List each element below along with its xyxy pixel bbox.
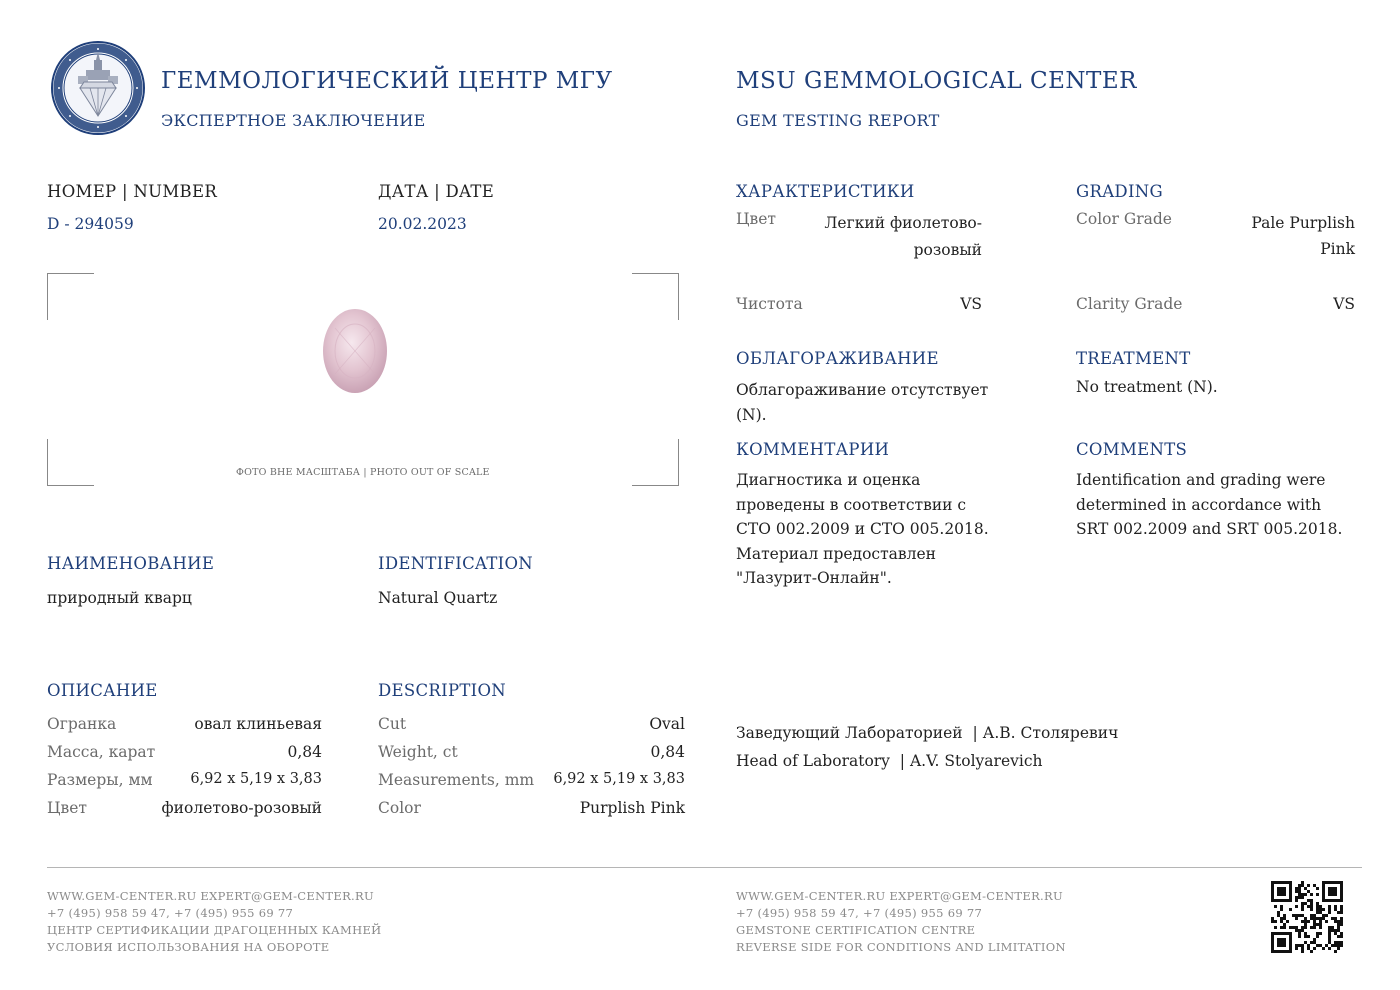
en-description-row bbox=[378, 771, 685, 789]
ru-signature: Заведующий Лабораторией | А.В. Столяревич bbox=[736, 724, 1119, 742]
row-label: Cut bbox=[378, 715, 407, 733]
row-label: Масса, карат bbox=[47, 743, 156, 761]
row-label: Measurements, mm bbox=[378, 771, 535, 789]
ru-comments-text bbox=[736, 468, 989, 591]
row-value: 0,84 bbox=[650, 743, 685, 761]
gemstone-photo bbox=[322, 308, 388, 394]
row-label: Weight, ct bbox=[378, 743, 458, 761]
ru-identification-value: природный кварц bbox=[47, 589, 192, 607]
ru-color-value bbox=[790, 210, 982, 264]
footer-divider bbox=[47, 867, 1362, 868]
en-comments-text bbox=[1076, 468, 1342, 542]
row-label: Color bbox=[378, 799, 421, 817]
row-label: Размеры, мм bbox=[47, 771, 153, 789]
row-value: 6,92 x 5,19 x 3,83 bbox=[553, 771, 685, 787]
en-identification-heading: IDENTIFICATION bbox=[378, 554, 534, 573]
en-subtitle: GEM TESTING REPORT bbox=[736, 111, 940, 130]
en-treatment-text: No treatment (N). bbox=[1076, 378, 1218, 396]
ru-subtitle: ЭКСПЕРТНОЕ ЗАКЛЮЧЕНИЕ bbox=[161, 111, 426, 130]
ru-clarity-label: Чистота bbox=[736, 295, 803, 313]
date-label: ДАТА | DATE bbox=[378, 182, 495, 201]
footer-line: ЦЕНТР СЕРТИФИКАЦИИ ДРАГОЦЕННЫХ КАМНЕЙ bbox=[47, 923, 382, 937]
ru-comments-heading: КОММЕНТАРИИ bbox=[736, 440, 890, 459]
en-color-label: Color Grade bbox=[1076, 210, 1172, 228]
ru-description-row bbox=[47, 799, 322, 817]
en-description-row bbox=[378, 715, 685, 733]
footer-right bbox=[736, 888, 1066, 956]
row-value: Purplish Pink bbox=[579, 799, 685, 817]
en-identification-value: Natural Quartz bbox=[378, 589, 498, 607]
text-line: Материал предоставлен bbox=[736, 544, 937, 563]
footer-line: GEMSTONE CERTIFICATION CENTRE bbox=[736, 923, 976, 937]
msu-seal-icon bbox=[50, 40, 146, 136]
footer-line: УСЛОВИЯ ИСПОЛЬЗОВАНИЯ НА ОБОРОТЕ bbox=[47, 940, 330, 954]
value-line: Pale Purplish bbox=[1251, 214, 1355, 232]
row-value: 0,84 bbox=[287, 743, 322, 761]
ru-treatment-heading: ОБЛАГОРАЖИВАНИЕ bbox=[736, 349, 939, 368]
row-value: фиолетово-розовый bbox=[161, 799, 322, 817]
ru-description-row bbox=[47, 743, 322, 761]
footer-line: REVERSE SIDE FOR CONDITIONS AND LIMITATION bbox=[736, 940, 1066, 954]
text-line: Облагораживание отсутствует bbox=[736, 381, 989, 399]
number-value: D - 294059 bbox=[47, 215, 134, 233]
en-clarity-label: Clarity Grade bbox=[1076, 295, 1183, 313]
en-description-heading: DESCRIPTION bbox=[378, 681, 507, 700]
en-title: MSU GEMMOLOGICAL CENTER bbox=[736, 68, 1137, 94]
ru-clarity-value: VS bbox=[960, 295, 982, 313]
en-grading-heading: GRADING bbox=[1076, 182, 1163, 201]
footer-line: WWW.GEM-CENTER.RU EXPERT@GEM-CENTER.RU bbox=[47, 889, 374, 903]
text-line: (N). bbox=[736, 406, 767, 424]
text-line: Диагностика и оценка bbox=[736, 471, 921, 489]
text-line: determined in accordance with bbox=[1076, 495, 1322, 514]
footer-line: +7 (495) 958 59 47, +7 (495) 955 69 77 bbox=[47, 906, 294, 920]
ru-identification-heading: НАИМЕНОВАНИЕ bbox=[47, 554, 215, 573]
ru-title: ГЕММОЛОГИЧЕСКИЙ ЦЕНТР МГУ bbox=[161, 68, 613, 94]
text-line: проведены в соответствии с bbox=[736, 495, 967, 514]
en-color-value bbox=[1190, 210, 1355, 262]
text-line: "Лазурит-Онлайн". bbox=[736, 569, 892, 587]
en-clarity-value: VS bbox=[1333, 295, 1355, 313]
value-line: Легкий фиолетово- bbox=[824, 214, 982, 232]
ru-treatment-text bbox=[736, 378, 988, 428]
ru-grading-heading: ХАРАКТЕРИСТИКИ bbox=[736, 182, 915, 201]
row-value: Oval bbox=[649, 715, 685, 733]
en-signature: Head of Laboratory | A.V. Stolyarevich bbox=[736, 752, 1043, 770]
text-line: SRT 002.2009 and SRT 005.2018. bbox=[1076, 520, 1343, 538]
row-value: овал клиньевая bbox=[194, 715, 322, 733]
footer-line: +7 (495) 958 59 47, +7 (495) 955 69 77 bbox=[736, 906, 983, 920]
en-description-row bbox=[378, 743, 685, 761]
en-description-row bbox=[378, 799, 685, 817]
row-label: Огранка bbox=[47, 715, 117, 733]
footer-left bbox=[47, 888, 382, 956]
value-line: розовый bbox=[913, 241, 982, 259]
text-line: СТО 002.2009 и СТО 005.2018. bbox=[736, 520, 989, 538]
ru-color-label: Цвет bbox=[736, 210, 776, 228]
ru-description-row bbox=[47, 715, 322, 733]
photo-caption: ФОТО ВНЕ МАСШТАБА | PHOTO OUT OF SCALE bbox=[236, 467, 490, 478]
number-label: НОМЕР | NUMBER bbox=[47, 182, 218, 201]
ru-description-row bbox=[47, 771, 322, 789]
row-value: 6,92 х 5,19 х 3,83 bbox=[190, 771, 322, 787]
en-comments-heading: COMMENTS bbox=[1076, 440, 1188, 459]
footer-line: WWW.GEM-CENTER.RU EXPERT@GEM-CENTER.RU bbox=[736, 889, 1063, 903]
value-line: Pink bbox=[1320, 240, 1355, 258]
qr-code-icon bbox=[1271, 881, 1343, 953]
date-value: 20.02.2023 bbox=[378, 215, 467, 233]
ru-description-heading: ОПИСАНИЕ bbox=[47, 681, 158, 700]
row-label: Цвет bbox=[47, 799, 87, 817]
en-treatment-heading: TREATMENT bbox=[1076, 349, 1191, 368]
text-line: Identification and grading were bbox=[1076, 471, 1326, 489]
